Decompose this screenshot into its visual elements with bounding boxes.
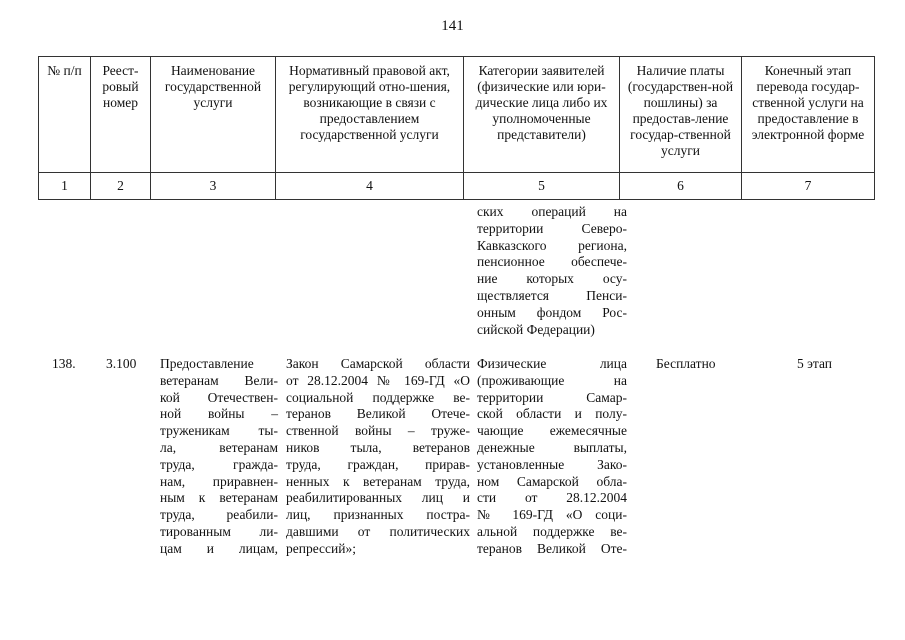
text-line: (проживающие на	[477, 372, 627, 388]
text-line: сти от 28.12.2004	[477, 490, 627, 506]
col-num-2: 2	[91, 173, 151, 200]
text-line: чающие ежемесячные	[477, 423, 627, 439]
header-row	[39, 57, 875, 173]
text-line: № 169-ГД «О соци-	[477, 507, 627, 523]
header-col-4: Нормативный правовой акт, регулирующий отно-шения, возникающие в связи с предоставлением государственной услуги	[276, 57, 464, 173]
fee-value: Бесплатно	[656, 356, 716, 371]
text-line: ние которых осу-	[477, 271, 627, 287]
header-col-6: Наличие платы (государствен-ной пошлины) за предостав-ление государ-ственной услуги	[620, 57, 742, 173]
text-line: Предоставление	[160, 356, 254, 371]
text-line: Кавказского региона,	[477, 237, 627, 253]
text-line: ской области и полу-	[477, 406, 627, 422]
text-line: Закон Самарской области	[286, 356, 470, 371]
col-num-1: 1	[39, 173, 91, 200]
text-line: реабилитированных лиц и	[286, 490, 470, 506]
text-line: ственной войны – тружe-	[286, 423, 470, 439]
text-line: теранов Великой Отече-	[286, 406, 470, 422]
continuation-category-text	[477, 204, 627, 338]
text-line: Физические лица	[477, 356, 627, 371]
text-line: ществляется Пенси-	[477, 287, 627, 303]
text-line: ских операций на	[477, 204, 627, 219]
page-number: 141	[441, 18, 464, 34]
text-line: от 28.12.2004 № 169-ГД «О	[286, 372, 470, 388]
col-num-4: 4	[276, 173, 464, 200]
header-col-2: Реест-ровый номер	[91, 57, 151, 173]
text-line: труда, реабили-	[160, 507, 278, 523]
text-line: альной поддержке ве-	[477, 523, 627, 539]
text-line: кой Отечествен-	[160, 389, 278, 405]
col-num-6: 6	[620, 173, 742, 200]
registry-number: 3.100	[106, 356, 137, 371]
text-line: лиц, признанных постра-	[286, 507, 470, 523]
text-line: труда, гражда-	[160, 456, 278, 472]
text-line: социальной поддержке ве-	[286, 389, 470, 405]
text-line: ла, ветеранам	[160, 439, 278, 455]
text-line: труженикам ты-	[160, 423, 278, 439]
service-name	[160, 356, 278, 558]
text-line: денежные выплаты,	[477, 439, 627, 455]
header-col-1: № п/п	[39, 57, 91, 173]
column-number-row	[39, 173, 875, 200]
text-line: установленные Зако-	[477, 456, 627, 472]
text-line: пенсионное обеспече-	[477, 254, 627, 270]
header-col-3: Наименование государственной услуги	[151, 57, 276, 173]
text-line: ников тыла, ветеранов	[286, 439, 470, 455]
text-line: ветеранам Вели-	[160, 372, 278, 388]
text-line: репрессий»;	[286, 540, 356, 556]
text-line: территории Северо-	[477, 220, 627, 236]
text-line: территории Самар-	[477, 389, 627, 405]
col-num-3: 3	[151, 173, 276, 200]
applicant-category	[477, 356, 627, 558]
text-line: давшими от политических	[286, 523, 470, 539]
text-line: ненных к ветеранам труда,	[286, 473, 470, 489]
text-line: ным к ветеранам	[160, 490, 278, 506]
header-col-5: Категории заявителей (физические или юри-дические лица либо их уполномоченные представители)	[464, 57, 620, 173]
col-num-5: 5	[464, 173, 620, 200]
legal-act	[286, 356, 470, 558]
text-line: нам, приравнен-	[160, 473, 278, 489]
col-num-7: 7	[742, 173, 875, 200]
text-line: тированным ли-	[160, 523, 278, 539]
registry-table-header	[38, 56, 875, 200]
text-line: сийской Федерации)	[477, 321, 595, 337]
stage-value: 5 этап	[797, 356, 833, 371]
text-line: цам и лицам,	[160, 540, 278, 556]
row-number: 138.	[52, 356, 76, 371]
text-line: теранов Великой Оте-	[477, 540, 627, 556]
text-line: ном Самарской обла-	[477, 473, 627, 489]
header-col-7: Конечный этап перевода государ-ственной услуги на предоставление в электронной форме	[742, 57, 875, 173]
text-line: онным фондом Рос-	[477, 304, 627, 320]
text-line: труда, граждан, прирав-	[286, 456, 470, 472]
text-line: ной войны –	[160, 406, 278, 422]
